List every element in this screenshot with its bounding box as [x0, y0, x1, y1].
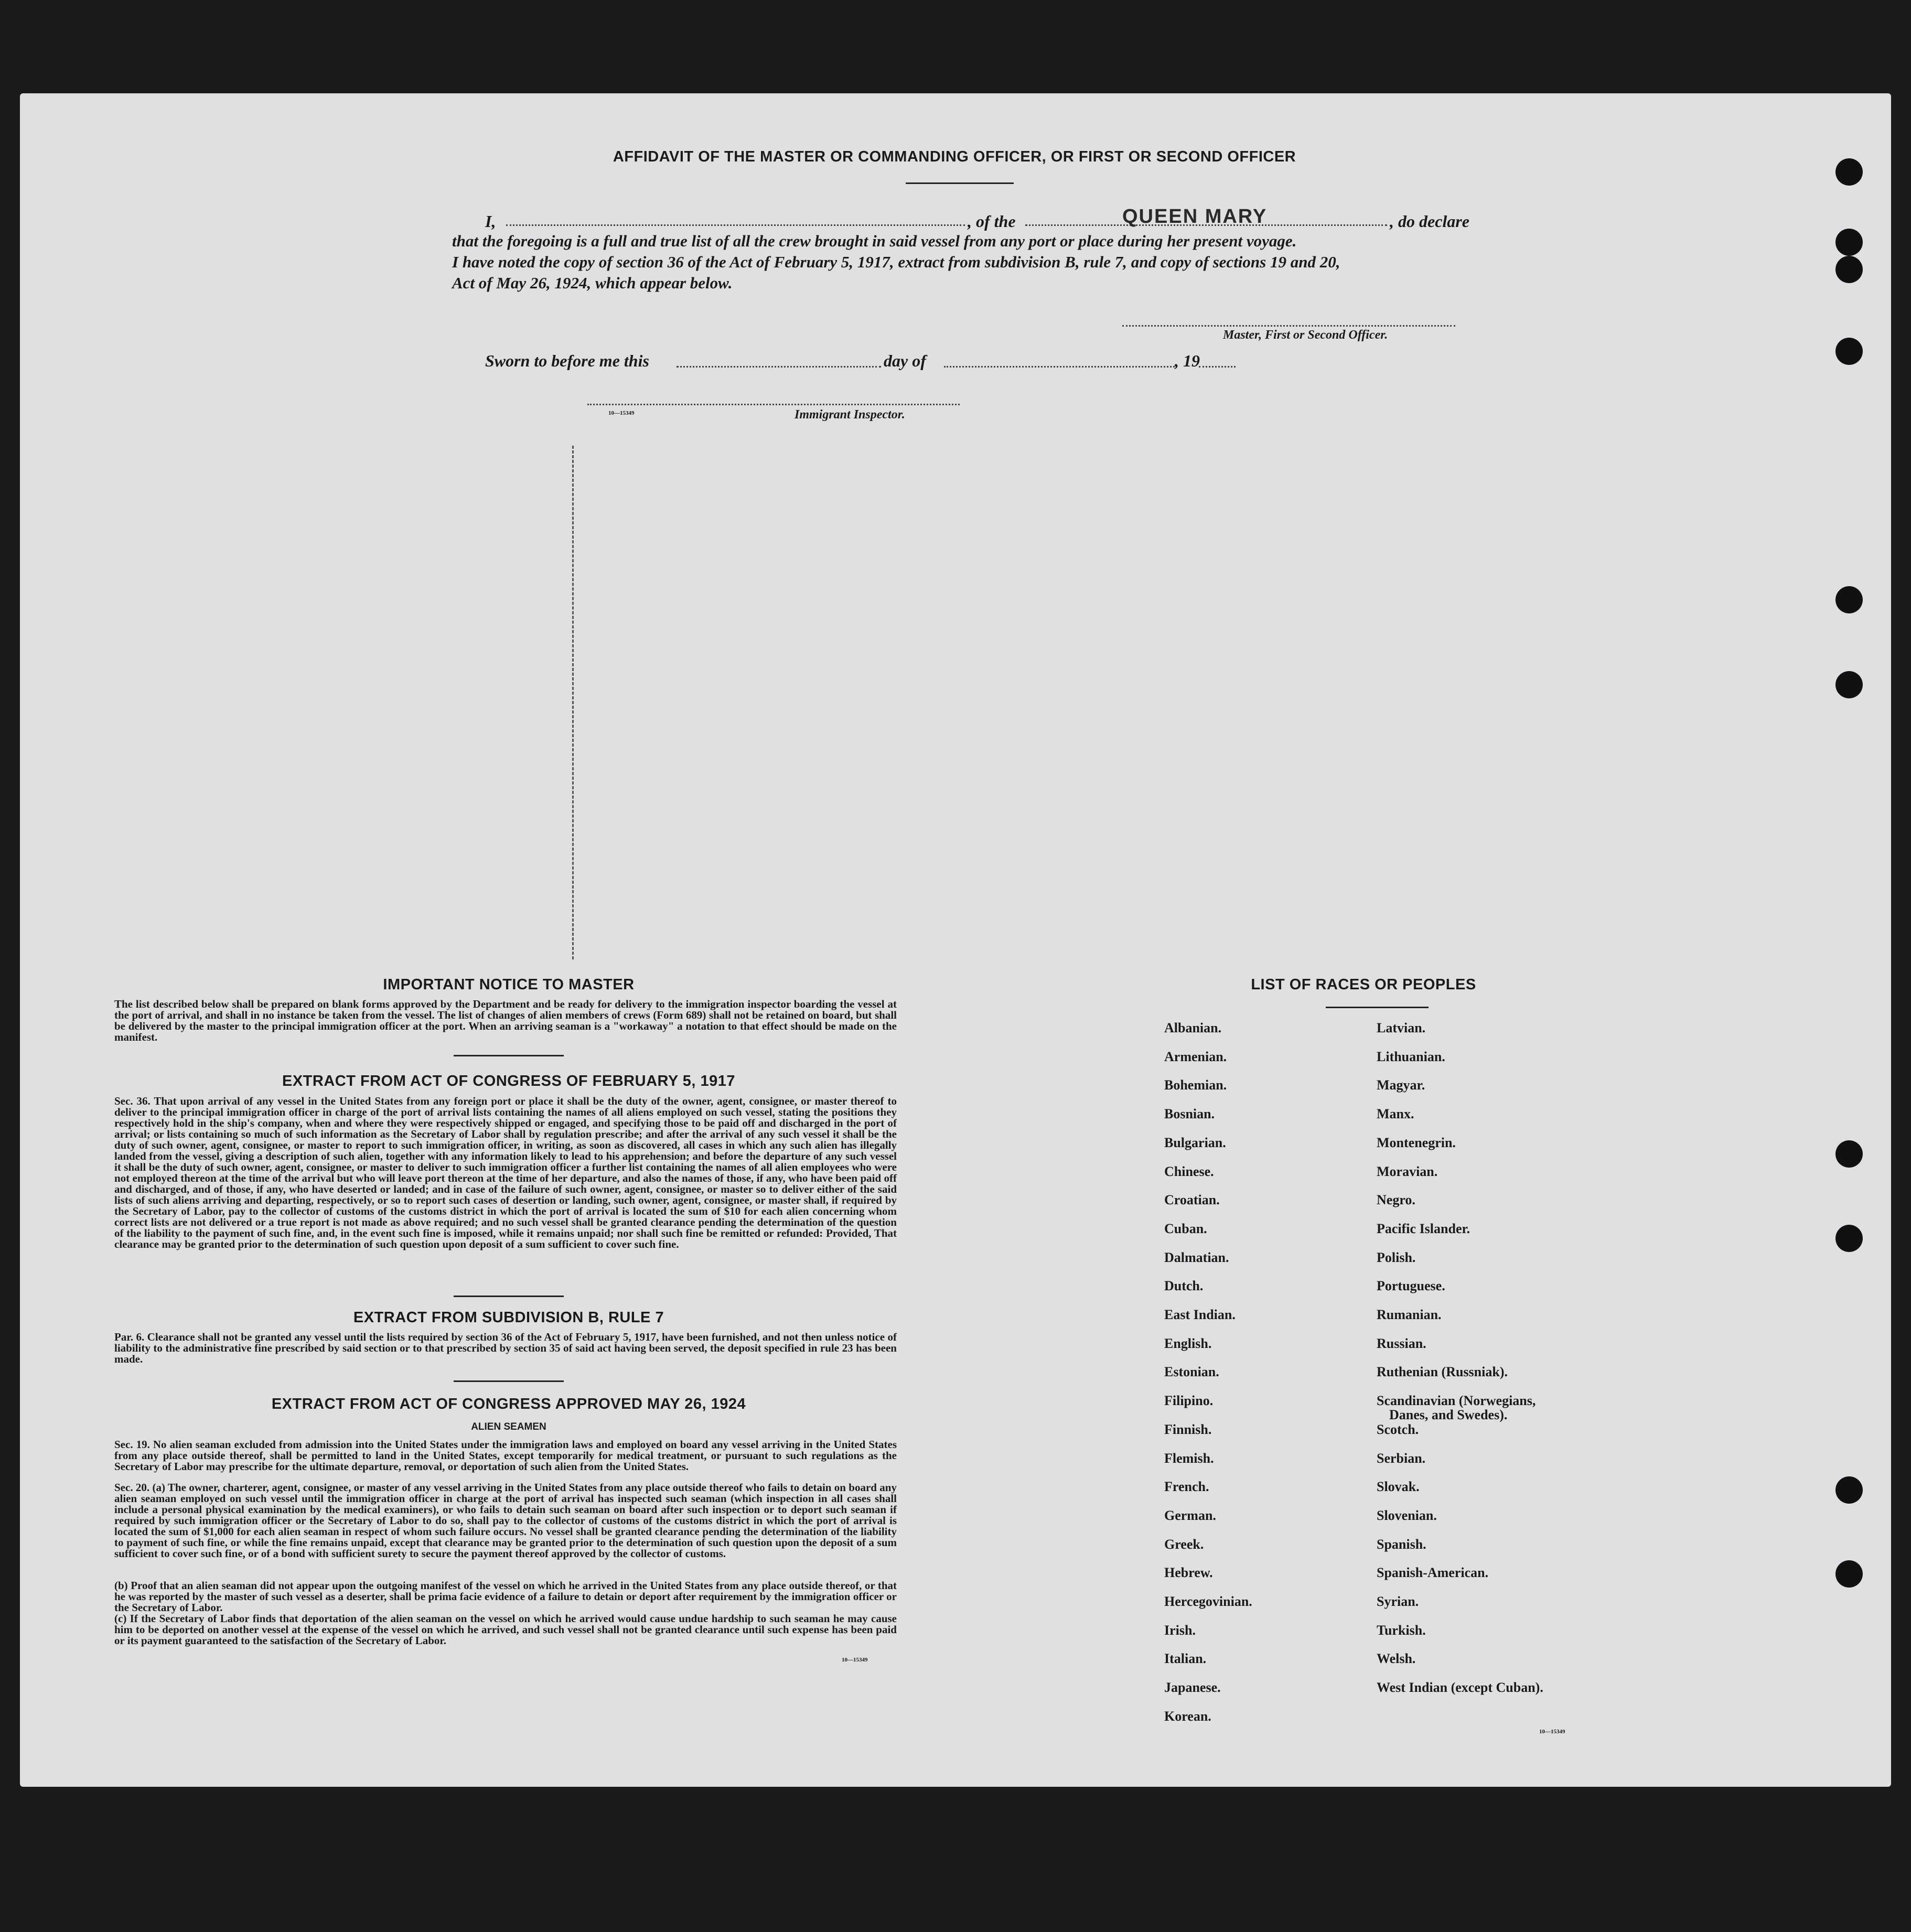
- race-item: Finnish.: [1164, 1421, 1212, 1437]
- do-declare-text: , do declare: [1390, 212, 1469, 231]
- punch-hole: [1835, 1560, 1863, 1588]
- race-item: Filipino.: [1164, 1393, 1214, 1409]
- race-item: Spanish-American.: [1377, 1565, 1489, 1581]
- sworn-month-line: [944, 366, 1175, 368]
- race-item: Armenian.: [1164, 1049, 1227, 1064]
- race-item: Danes, and Swedes).: [1389, 1407, 1508, 1423]
- race-item: Welsh.: [1377, 1651, 1416, 1667]
- race-item: East Indian.: [1164, 1307, 1236, 1322]
- of-the-text: , of the: [968, 212, 1016, 231]
- race-item: Lithuanian.: [1377, 1049, 1445, 1064]
- punch-hole: [1835, 1140, 1863, 1168]
- sec-20a-text: Sec. 20. (a) The owner, charterer, agent, consignee, or master of any vessel arriving in the United States from any place outside thereof who fails to detain on board any alien seaman employed on such vessel until the immigration officer in charge at the port of arrival has inspected such seaman (which inspection in all cases shall include a personal physical examination by the medical examiners), or who fails to detain such seaman on board after such inspection or to deport such seaman if required by such immigration officer or the Secretary of Labor to do so, shall pay to the collector of customs of the customs district in which the port of arrival is located the sum of $1,000 for each alien seaman in respect of whom such failure occurs. No vessel shall be granted clearance pending the determination of the liability to payment of such fine, or while the fine remains unpaid, except that clearance may be granted prior to the determination of such question upon the deposit of a sum sufficient to cover such fine, or of a bond with sufficient surety to secure the payment thereof approved by the collector of customs.: [114, 1481, 897, 1560]
- race-item: Croatian.: [1164, 1192, 1220, 1208]
- race-item: Slovenian.: [1377, 1507, 1437, 1523]
- race-item: Hebrew.: [1164, 1565, 1213, 1581]
- punch-hole: [1835, 229, 1863, 256]
- affidavit-title: AFFIDAVIT OF THE MASTER OR COMMANDING OFFICER, OR FIRST OR SECOND OFFICER: [613, 148, 1296, 165]
- year-line: [1199, 366, 1236, 368]
- punch-hole: [1835, 256, 1863, 283]
- master-signature-line: [1122, 325, 1455, 327]
- race-item: Scotch.: [1377, 1421, 1419, 1437]
- form-number: 10—15349: [842, 1657, 868, 1663]
- day-of-text: day of: [884, 351, 926, 370]
- race-item: Serbian.: [1377, 1450, 1426, 1466]
- punch-hole: [1835, 586, 1863, 613]
- races-title-underline: [1326, 1007, 1429, 1008]
- race-item: Irish.: [1164, 1622, 1196, 1638]
- punch-hole: [1835, 671, 1863, 698]
- race-item: Russian.: [1377, 1335, 1426, 1351]
- sec-20b-text: (b) Proof that an alien seaman did not appear upon the outgoing manifest of the vessel on which he arrived in the United States from any place outside thereof, or that he was reported by the master of such vessel as a deserter, shall be prima facie evidence of a failure to detain or deport after requirement by the immigration officer or the Secretary of Labor.: [114, 1579, 897, 1614]
- sec-19-text: Sec. 19. No alien seaman excluded from admission into the United States under the immigration laws and employed on board any vessel arriving in the United States from any place outside thereof, shall be permitted to land in the United States, except temporarily for medical treatment, or pursuant to such regulations as the Secretary of Labor may prescribe for the ultimate departure, removal, or deportation of such alien from the United States.: [114, 1438, 897, 1473]
- title-underline: [906, 182, 1014, 184]
- race-item: Albanian.: [1164, 1020, 1222, 1035]
- sworn-text: Sworn to before me this: [485, 351, 649, 370]
- race-item: Portuguese.: [1377, 1278, 1445, 1294]
- race-item: Cuban.: [1164, 1221, 1207, 1236]
- punch-hole: [1835, 1225, 1863, 1252]
- race-item: Turkish.: [1377, 1622, 1426, 1638]
- declaration-line-2: that the foregoing is a full and true list of all the crew brought in said vessel from any port or place during her present voyage.: [452, 232, 1297, 250]
- divider: [454, 1380, 564, 1382]
- sec-20c-text: (c) If the Secretary of Labor finds that deportation of the alien seaman on the vessel on which he arrived would cause undue hardship to such seaman he may cause him to be deported on another vessel at the expense of the vessel on which he arrived, and such vessel shall not be granted clearance until such expense has been paid or its payment guaranteed to the satisfaction of the Secretary of Labor.: [114, 1612, 897, 1647]
- race-item: Ruthenian (Russniak).: [1377, 1364, 1508, 1380]
- race-item: Spanish.: [1377, 1536, 1426, 1552]
- race-item: Italian.: [1164, 1651, 1207, 1667]
- declaration-line-3: I have noted the copy of section 36 of the Act of February 5, 1917, extract from subdivision B, rule 7, and copy of sections 19 and 20,: [452, 253, 1340, 271]
- race-item: Bosnian.: [1164, 1106, 1215, 1122]
- races-title: LIST OF RACES OR PEOPLES: [1251, 976, 1476, 993]
- subdivision-b-title: EXTRACT FROM SUBDIVISION B, RULE 7: [353, 1309, 664, 1326]
- inspector-label: Immigrant Inspector.: [795, 408, 905, 422]
- punch-hole: [1835, 338, 1863, 365]
- race-item: Hercegovinian.: [1164, 1594, 1252, 1609]
- race-item: Polish.: [1377, 1249, 1416, 1265]
- divider: [454, 1055, 564, 1056]
- race-item: Japanese.: [1164, 1680, 1221, 1696]
- race-item: Flemish.: [1164, 1450, 1214, 1466]
- race-item: Slovak.: [1377, 1479, 1420, 1495]
- master-signature-label: Master, First or Second Officer.: [1223, 328, 1388, 342]
- race-item: Pacific Islander.: [1377, 1221, 1470, 1236]
- race-item: Estonian.: [1164, 1364, 1219, 1380]
- notice-text: The list described below shall be prepared on blank forms approved by the Department and be ready for delivery to the immigration inspector boarding the vessel at the port of arrival, and shall in no instance be taken from the vessel. The list of changes of alien members of crews (Form 689) shall not be retained on board, but shall be delivered by the master to the principal immigration officer at the port. When an arriving seaman is a "workaway" a notation to that effect should be made on the manifest.: [114, 998, 897, 1043]
- race-item: Bulgarian.: [1164, 1135, 1226, 1150]
- race-item: Dutch.: [1164, 1278, 1204, 1294]
- race-item: West Indian (except Cuban).: [1377, 1680, 1543, 1696]
- sworn-day-line: [677, 366, 881, 368]
- race-item: Moravian.: [1377, 1163, 1438, 1179]
- inspector-signature-line: [587, 404, 960, 405]
- punch-hole: [1835, 1476, 1863, 1504]
- ship-name: QUEEN MARY: [1122, 206, 1268, 228]
- form-number: 10—15349: [1539, 1729, 1565, 1735]
- race-item: Manx.: [1377, 1106, 1414, 1122]
- punch-hole: [1835, 158, 1863, 186]
- race-item: Montenegrin.: [1377, 1135, 1456, 1150]
- race-item: Scandinavian (Norwegians,: [1377, 1393, 1536, 1409]
- race-item: Magyar.: [1377, 1077, 1425, 1093]
- race-item: Syrian.: [1377, 1594, 1419, 1609]
- race-item: English.: [1164, 1335, 1212, 1351]
- year-text: , 19: [1175, 351, 1200, 370]
- notice-title: IMPORTANT NOTICE TO MASTER: [383, 976, 635, 993]
- declaration-i: I,: [485, 212, 496, 231]
- race-item: Greek.: [1164, 1536, 1204, 1552]
- form-number: 10—15349: [608, 410, 635, 416]
- subdivision-b-text: Par. 6. Clearance shall not be granted any vessel until the lists required by section 36 of the Act of February 5, 1917, have been furnished, and not then unless notice of liability to the administrative fine prescribed by said section or to that prescribed by section 35 of said act having been served, the deposit specified in rule 23 has been made.: [114, 1331, 897, 1365]
- race-item: Latvian.: [1377, 1020, 1426, 1035]
- race-item: Chinese.: [1164, 1163, 1214, 1179]
- divider: [454, 1296, 564, 1297]
- extract-1924-title: EXTRACT FROM ACT OF CONGRESS APPROVED MAY 26, 1924: [271, 1396, 746, 1412]
- extract-1917-title: EXTRACT FROM ACT OF CONGRESS OF FEBRUARY 5, 1917: [282, 1073, 736, 1089]
- name-blank-line: [506, 224, 965, 226]
- extract-1917-text: Sec. 36. That upon arrival of any vessel in the United States from any foreign port or place it shall be the duty of the owner, agent, consignee, or master thereof to deliver to the principal immigration officer in charge of the port of arrival lists containing the names of all aliens employed on such vessel, stating the positions they respectively hold in the ship's company, when and where they were respectively shipped or engaged, and specifying those to be paid off and discharged in the port of arrival; or lists containing so much of such information as the Secretary of Labor shall by regulation prescribe; and after the arrival of any such vessel it shall be the duty of such owner, agent, consignee, or master to report to such immigration officer, in writing, as soon as discovered, all cases in which any such alien has illegally landed from the vessel, giving a description of such alien, together with any information likely to lead to his apprehension; and before the departure of any such vessel it shall be the duty of such owner, agent, consignee, or master to deliver to such immigration officer a further list containing the names of all alien employees who were not employed thereon at the time of the arrival but who will leave port thereon at the time of her departure, and also the names of those, if any, who have been paid off and discharged, and of those, if any, who have deserted or landed; and in case of the failure of such owner, agent, consignee, or master so to deliver either of the said lists of such aliens arriving and departing, respectively, or so to report such cases of desertion or landing, such owner, agent, consignee, or master shall, if required by the Secretary of Labor, pay to the collector of customs of the customs district in which the port of arrival is located the sum of $10 for each alien concerning whom correct lists are not delivered or a true report is not made as above required; and no such vessel shall be granted clearance pending the determination of the question of the liability to the payment of such fine, and, in the event such fine is imposed, while it remains unpaid; nor shall such fine be remitted or refunded: Provided, That clearance may be granted prior to the determination of such question upon deposit of a sum sufficient to cover such fine.: [114, 1095, 897, 1250]
- race-item: Bohemian.: [1164, 1077, 1227, 1093]
- race-item: Rumanian.: [1377, 1307, 1442, 1322]
- race-item: French.: [1164, 1479, 1209, 1495]
- race-item: German.: [1164, 1507, 1216, 1523]
- race-item: Dalmatian.: [1164, 1249, 1229, 1265]
- race-item: Negro.: [1377, 1192, 1415, 1208]
- race-item: Korean.: [1164, 1708, 1211, 1724]
- declaration-line-4: Act of May 26, 1924, which appear below.: [452, 274, 733, 292]
- fold-line: [572, 446, 574, 959]
- alien-seamen-subtitle: ALIEN SEAMEN: [471, 1421, 546, 1432]
